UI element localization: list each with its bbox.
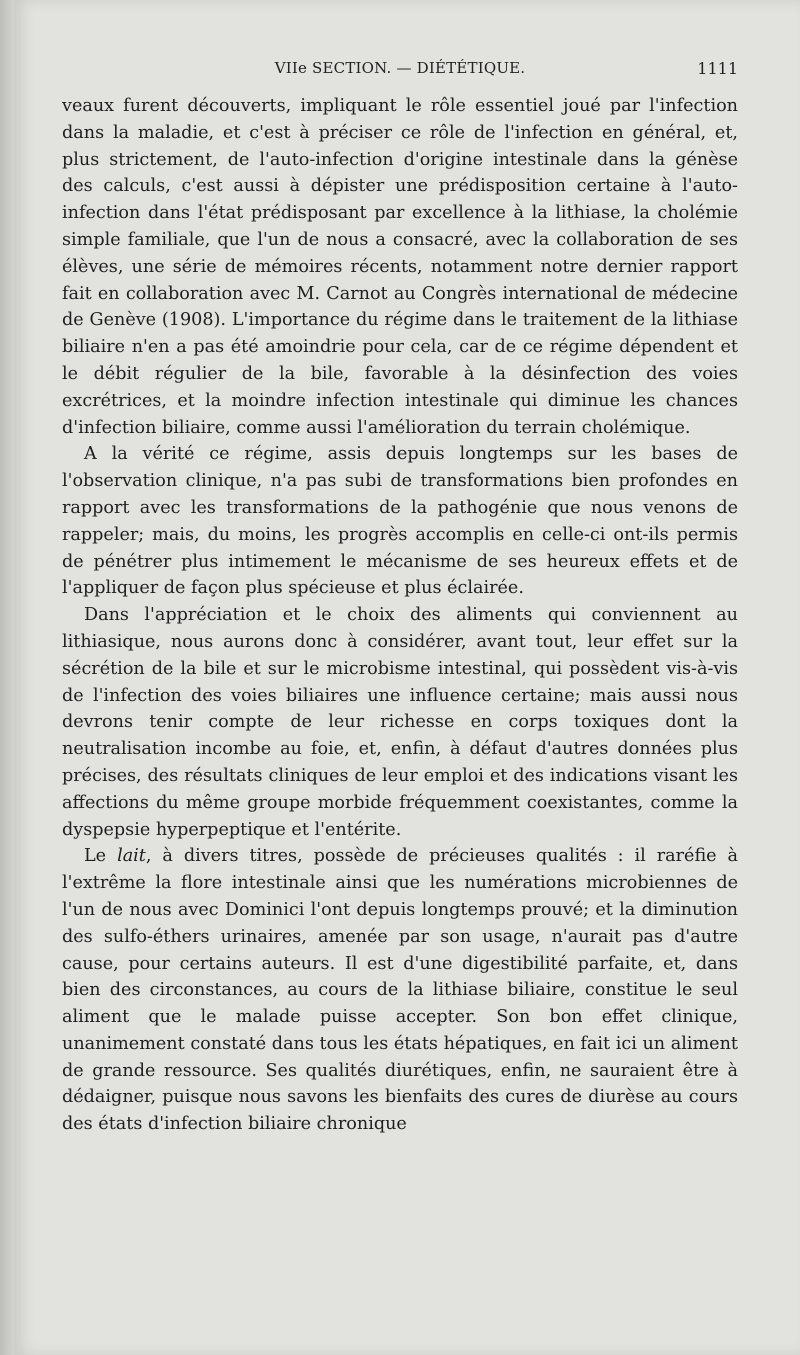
paragraph-4-lead: Le bbox=[84, 846, 107, 867]
body-text bbox=[62, 93, 738, 1138]
paragraph-4 bbox=[62, 843, 738, 1138]
page-header bbox=[62, 59, 738, 85]
paragraph-4-rest: , à divers titres, possède de précieuses qualités : il raréfie à l'extrême la flore intestinale ainsi que les numérations microbiennes de l'un de nous avec Dominici l'ont depuis longtemps prouvé; et la diminution des sulfo-éthers urinaires, amenée par son usage, n'aurait pas d'autre cause, pour certains auteurs. Il est d'une digestibilité parfaite, et, dans bien des circonstances, au cours de la lithiase biliaire, constitue le seul aliment que le malade puisse accepter. Son bon effet clinique, unanimement constaté dans tous les états hépatiques, en fait ici un aliment de grande ressource. Ses qualités diurétiques, enfin, ne sauraient être à dédaigner, puisque nous savons les bienfaits des cures de diurèse au cours des états d'infection biliaire chronique bbox=[62, 846, 739, 1135]
paragraph-3: Dans l'appréciation et le choix des aliments qui conviennent au lithiasique, nous aurons donc à considérer, avant tout, leur effet sur la sécrétion de la bile et sur le microbisme intestinal, qui possèdent vis-à-vis de l'infection des voies biliaires une influence certaine; mais aussi nous devrons tenir compte de leur richesse en corps toxiques dont la neutralisation incombe au foie, et, enfin, à défaut d'autres données plus précises, des résultats cliniques de leur emploi et des indications visant les affections du même groupe morbide fréquemment coexistantes, comme la dyspepsie hyperpeptique et l'entérite. bbox=[62, 605, 738, 840]
page-number: 1111 bbox=[697, 59, 738, 78]
running-title: VIIe SECTION. — DIÉTÉTIQUE. bbox=[274, 59, 526, 77]
italic-term-lait: lait bbox=[117, 846, 146, 867]
page-gutter-shadow bbox=[0, 0, 14, 1355]
paragraph-1: veaux furent découverts, impliquant le rôle essentiel joué par l'infection dans la maladie, et c'est à préciser ce rôle de l'infection en général, et, plus strictement, de l'auto-infection d'origine intestinale dans la génèse des calculs, c'est aussi à dépister une prédisposition certaine à l'auto-infection dans l'état prédisposant par excellence à la lithiase, la cholémie simple familiale, que l'un de nous a consacré, avec la collaboration de ses élèves, une série de mémoires récents, notamment notre dernier rapport fait en collaboration avec M. Carnot au Congrès international de médecine de Genève (1908). L'importance du régime dans le traitement de la lithiase biliaire n'en a pas été amoindrie pour cela, car de ce régime dépendent et le débit régulier de la bile, favorable à la désinfection des voies excrétrices, et la moindre infection intestinale qui diminue les chances d'infection biliaire, comme aussi l'amélioration du terrain cholémique. bbox=[62, 96, 738, 438]
paragraph-2: A la vérité ce régime, assis depuis longtemps sur les bases de l'observation clinique, n'a pas subi de transformations bien profondes en rapport avec les transformations de la pathogénie que nous venons de rappeler; mais, du moins, les progrès accomplis en celle-ci ont-ils permis de pénétrer plus intimement le mécanisme de ses heureux effets et de l'appliquer de façon plus spécieuse et plus éclairée. bbox=[62, 444, 738, 599]
